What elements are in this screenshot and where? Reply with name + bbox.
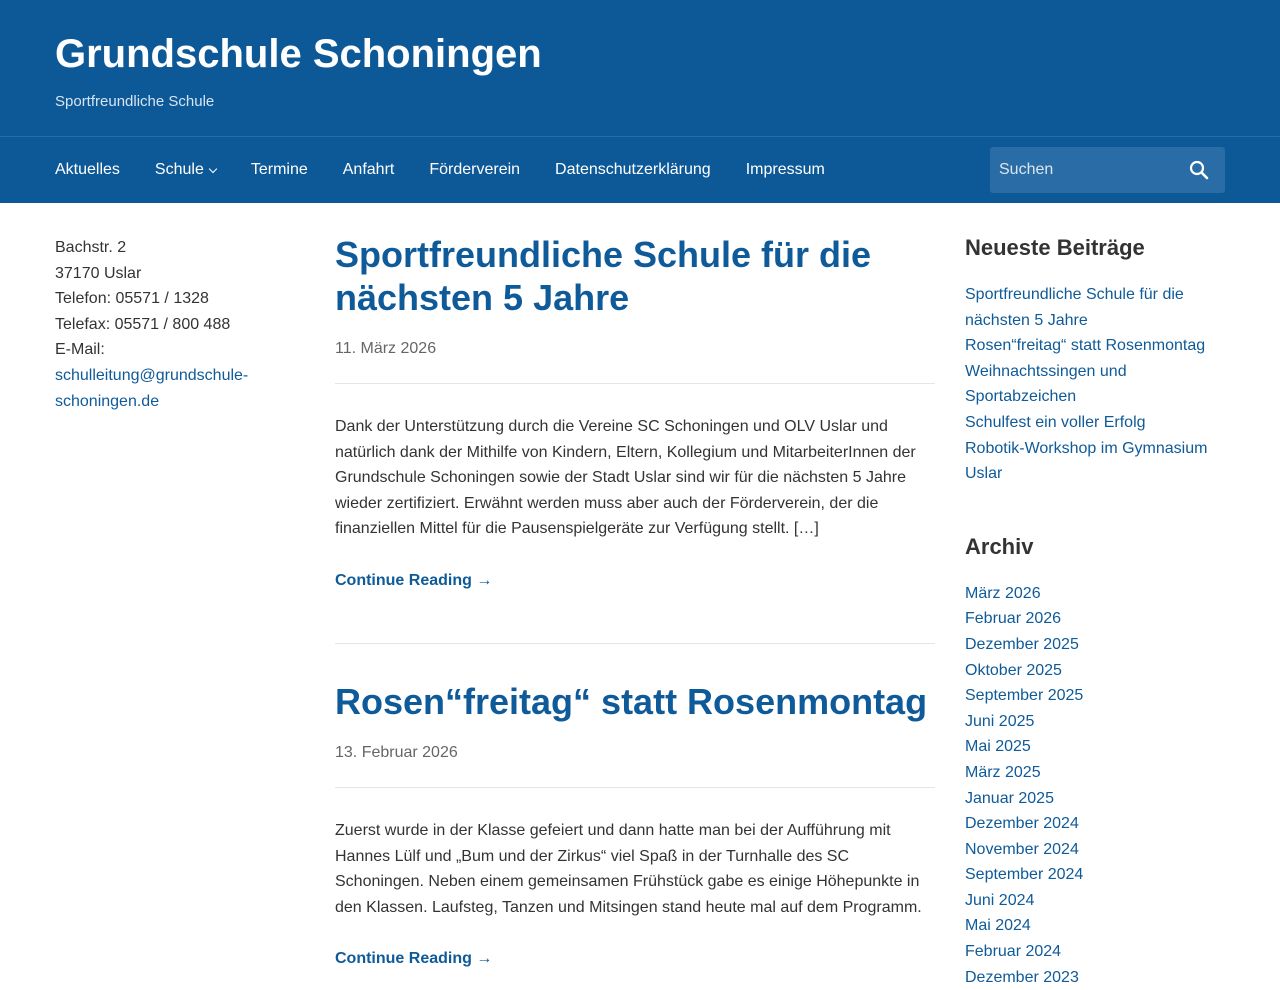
chevron-down-icon	[209, 164, 217, 172]
contact-widget	[55, 235, 285, 414]
email-line-2: schoningen.de	[55, 392, 160, 410]
post-meta-divider	[335, 383, 935, 384]
contact-fax: Telefax: 05571 / 800 488	[55, 315, 231, 333]
post-date[interactable]: 13. Februar 2026	[335, 743, 458, 761]
contact-street: Bachstr. 2	[55, 239, 127, 256]
site-tagline: Sportfreundliche Schule	[55, 93, 215, 110]
archive-link[interactable]: März 2026	[965, 584, 1041, 602]
archive-link[interactable]: Juni 2025	[965, 712, 1035, 730]
archive-link[interactable]: September 2025	[965, 687, 1084, 705]
archive-link[interactable]: Mai 2025	[965, 738, 1031, 756]
archive-link[interactable]: Dezember 2025	[965, 635, 1079, 653]
content-area	[0, 203, 1280, 986]
search-form	[990, 147, 1225, 193]
contact-phone: Telefon: 05571 / 1328	[55, 290, 209, 308]
nav-item-schule[interactable]	[155, 161, 216, 179]
search-button[interactable]	[1175, 147, 1223, 193]
recent-post-link[interactable]: Schulfest ein voller Erfolg	[965, 413, 1146, 431]
post-divider	[335, 643, 935, 644]
post-date[interactable]: 11. März 2026	[335, 340, 437, 357]
archive-link[interactable]: November 2024	[965, 840, 1079, 858]
contact-email-link[interactable]	[55, 363, 285, 414]
archive-link[interactable]: Dezember 2023	[965, 968, 1079, 986]
contact-city: 37170 Uslar	[55, 264, 142, 282]
recent-post-link[interactable]: Weihnachtssingen und Sportabzeichen	[965, 362, 1127, 406]
nav-item-aktuelles[interactable]: Aktuelles	[55, 161, 120, 178]
continue-reading-link[interactable]: Continue Reading →	[335, 950, 493, 968]
archive-link[interactable]: Februar 2026	[965, 610, 1062, 628]
archive-link[interactable]: Oktober 2025	[965, 661, 1062, 679]
main-navigation	[0, 136, 1280, 203]
search-input[interactable]	[990, 147, 1175, 193]
archive-link[interactable]: März 2025	[965, 763, 1041, 781]
contact-email-label: E-Mail:	[55, 341, 105, 359]
continue-reading-link[interactable]: Continue Reading →	[335, 571, 493, 589]
nav-item-impressum[interactable]: Impressum	[745, 161, 825, 178]
nav-menu	[55, 137, 860, 203]
nav-item-datenschutz[interactable]: Datenschutzerklärung	[555, 161, 711, 178]
post-excerpt: Dank der Unterstützung durch die Vereine SC Schoningen und OLV Uslar und natürlich dank der Mithilfe von Kindern, Eltern, Kollegium und MitarbeiterInnen der Grundschule Schoningen sowie der Stadt Uslar sind wir für die nächsten 5 Jahre wieder zertifiziert. Erwähnt werden muss aber auch der Förderverein, der die finanziellen Mittel für die Pausenspielgeräte zur Verfügung stellt. […]	[335, 418, 916, 538]
archive-list	[965, 581, 1225, 990]
site-title[interactable]: Grundschule Schoningen	[55, 32, 542, 76]
post	[335, 680, 935, 968]
archive-link[interactable]: Mai 2024	[965, 917, 1031, 935]
archive-link[interactable]: Dezember 2024	[965, 815, 1079, 833]
recent-post-link[interactable]: Robotik-Workshop im Gymnasium Uslar	[965, 439, 1208, 483]
nav-item-foerderverein[interactable]: Förderverein	[429, 161, 521, 178]
archive-title: Archiv	[965, 533, 1034, 559]
search-icon	[1189, 160, 1209, 180]
nav-item-label: Schule	[154, 161, 204, 178]
archive-link[interactable]: Juni 2024	[965, 891, 1035, 909]
site-header	[0, 0, 1280, 136]
post-meta-divider	[335, 787, 935, 788]
email-line-1: schulleitung@grundschule-	[55, 366, 249, 384]
post-title-link[interactable]: Sportfreundliche Schule für die nächsten 5 Jahre	[335, 234, 872, 318]
recent-posts-list	[965, 282, 1225, 487]
archive-link[interactable]: Februar 2024	[965, 943, 1062, 961]
post-excerpt: Zuerst wurde in der Klasse gefeiert und dann hatte man bei der Aufführung mit Hannes Lülf und „Bum und der Zirkus“ viel Spaß in der Turnhalle des SC Schoningen. Neben einem gemeinsamen Frühstück gabe es einige Höhepunkte in den Klassen. Laufsteg, Tanzen und Mitsingen stand heute mal auf dem Programm.	[335, 821, 922, 916]
nav-item-termine[interactable]: Termine	[250, 161, 308, 178]
sidebar	[965, 235, 1225, 990]
post	[335, 233, 935, 590]
archive-link[interactable]: September 2024	[965, 866, 1084, 884]
recent-post-link[interactable]: Sportfreundliche Schule für die nächsten 5 Jahre	[965, 286, 1184, 329]
archive-link[interactable]: Januar 2025	[965, 789, 1054, 807]
nav-item-anfahrt[interactable]: Anfahrt	[342, 161, 395, 178]
post-title-link[interactable]: Rosen“freitag“ statt Rosenmontag	[335, 680, 928, 722]
recent-posts-title: Neueste Beiträge	[965, 235, 1145, 260]
recent-post-link[interactable]: Rosen“freitag“ statt Rosenmontag	[965, 337, 1206, 355]
post-list	[335, 233, 935, 968]
